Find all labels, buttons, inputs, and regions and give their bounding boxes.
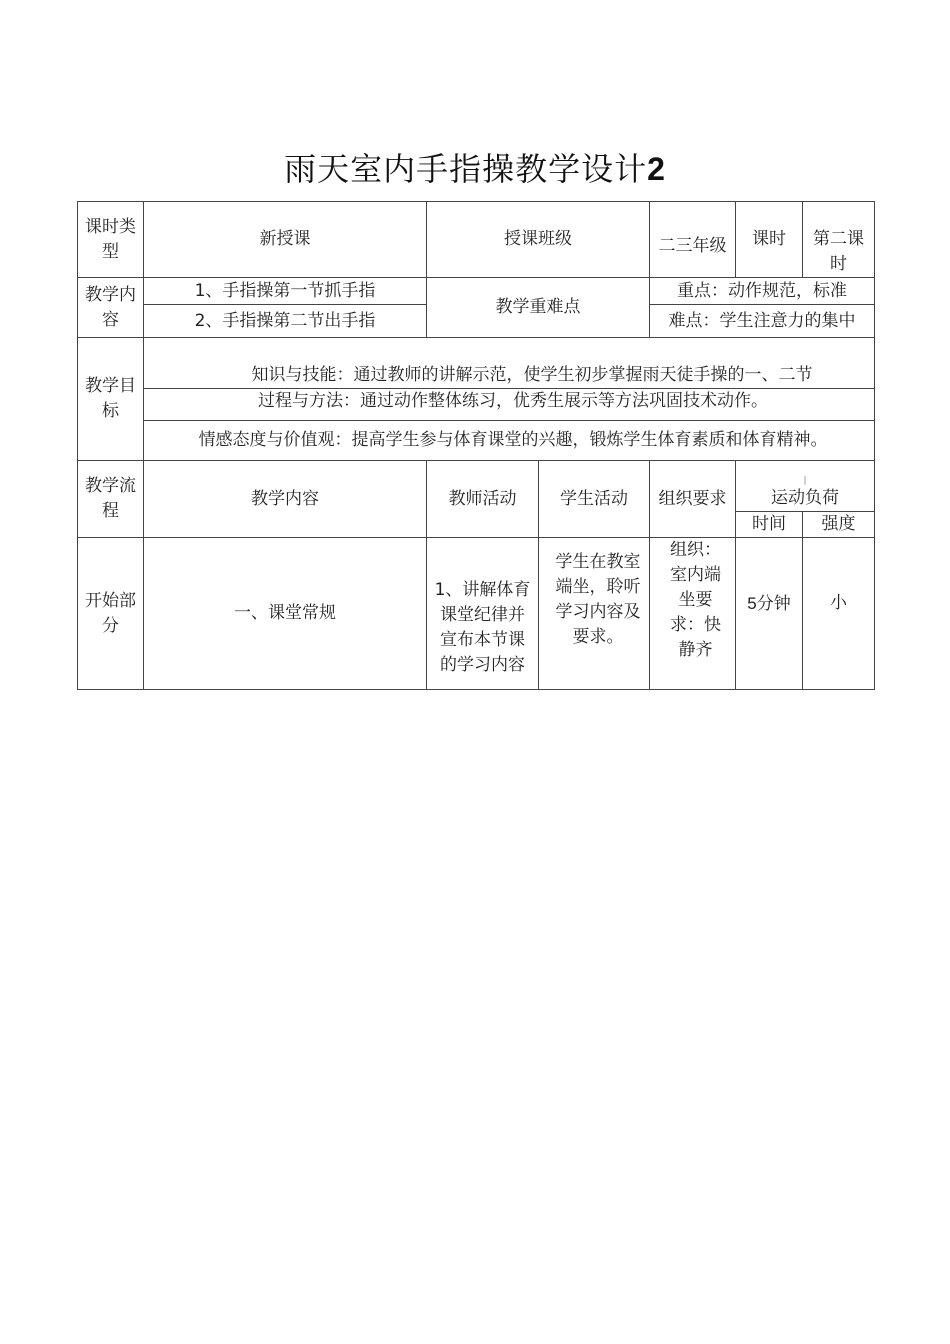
row-lesson-type — [78, 202, 875, 278]
class-label: 授课班级 — [427, 202, 650, 278]
start-student-activity: 学生在教室端坐，聆听学习内容及要求。 — [539, 538, 650, 690]
key-point: 重点：动作规范，标准 — [650, 278, 875, 305]
difficulty-point: 难点：学生注意力的集中 — [650, 305, 875, 338]
start-content: 一、课堂常规 — [144, 538, 427, 690]
document-title — [0, 144, 950, 190]
goal-knowledge: 知识与技能：通过教师的讲解示范，使学生初步掌握雨天徒手操的一、二节 — [144, 338, 875, 389]
start-section-label: 开始部分 — [78, 538, 144, 690]
flow-label: 教学流程 — [78, 461, 144, 538]
header-teacher: 教师活动 — [427, 461, 539, 538]
tick-mark: | — [803, 476, 807, 486]
title-number: 2 — [647, 151, 666, 187]
start-organization: 组织：室内端坐要求：快静齐 — [650, 538, 736, 690]
goal-emotion: 情感态度与价值观：提高学生参与体育课堂的兴趣，锻炼学生体育素质和体育精神。 — [144, 421, 875, 461]
period-value: 第二课时 — [803, 202, 875, 278]
period-label: 课时 — [736, 202, 803, 278]
teaching-content-item-1: 1、手指操第一节抓手指 — [144, 278, 427, 305]
lesson-type-value: 新授课 — [144, 202, 427, 278]
teaching-content-label: 教学内容 — [78, 278, 144, 338]
row-goal-knowledge — [78, 338, 875, 389]
teaching-content-item-2: 2、手指操第二节出手指 — [144, 305, 427, 338]
title-text: 雨天室内手指操教学设计 — [284, 150, 648, 188]
header-load-label: 运动负荷 — [771, 488, 839, 508]
header-load — [736, 461, 875, 512]
start-time: 5分钟 — [736, 538, 803, 690]
row-goal-process — [78, 389, 875, 421]
lesson-type-label: 课时类型 — [78, 202, 144, 278]
header-organization: 组织要求 — [650, 461, 736, 538]
row-start-section — [78, 538, 875, 690]
header-time: 时间 — [736, 512, 803, 538]
row-flow-header — [78, 461, 875, 512]
class-value: 二三年级 — [650, 202, 736, 278]
key-difficult-label: 教学重难点 — [427, 278, 650, 338]
goal-process: 过程与方法：通过动作整体练习，优秀生展示等方法巩固技术动作。 — [144, 389, 875, 421]
start-intensity: 小 — [803, 538, 875, 690]
header-student: 学生活动 — [539, 461, 650, 538]
header-intensity: 强度 — [803, 512, 875, 538]
lesson-plan-table — [77, 201, 875, 690]
row-teaching-content-1 — [78, 278, 875, 305]
teaching-goal-label: 教学目标 — [78, 338, 144, 461]
start-teacher-activity: 1、讲解体育课堂纪律并宣布本节课的学习内容 — [427, 538, 539, 690]
row-goal-emotion — [78, 421, 875, 461]
header-content: 教学内容 — [144, 461, 427, 538]
